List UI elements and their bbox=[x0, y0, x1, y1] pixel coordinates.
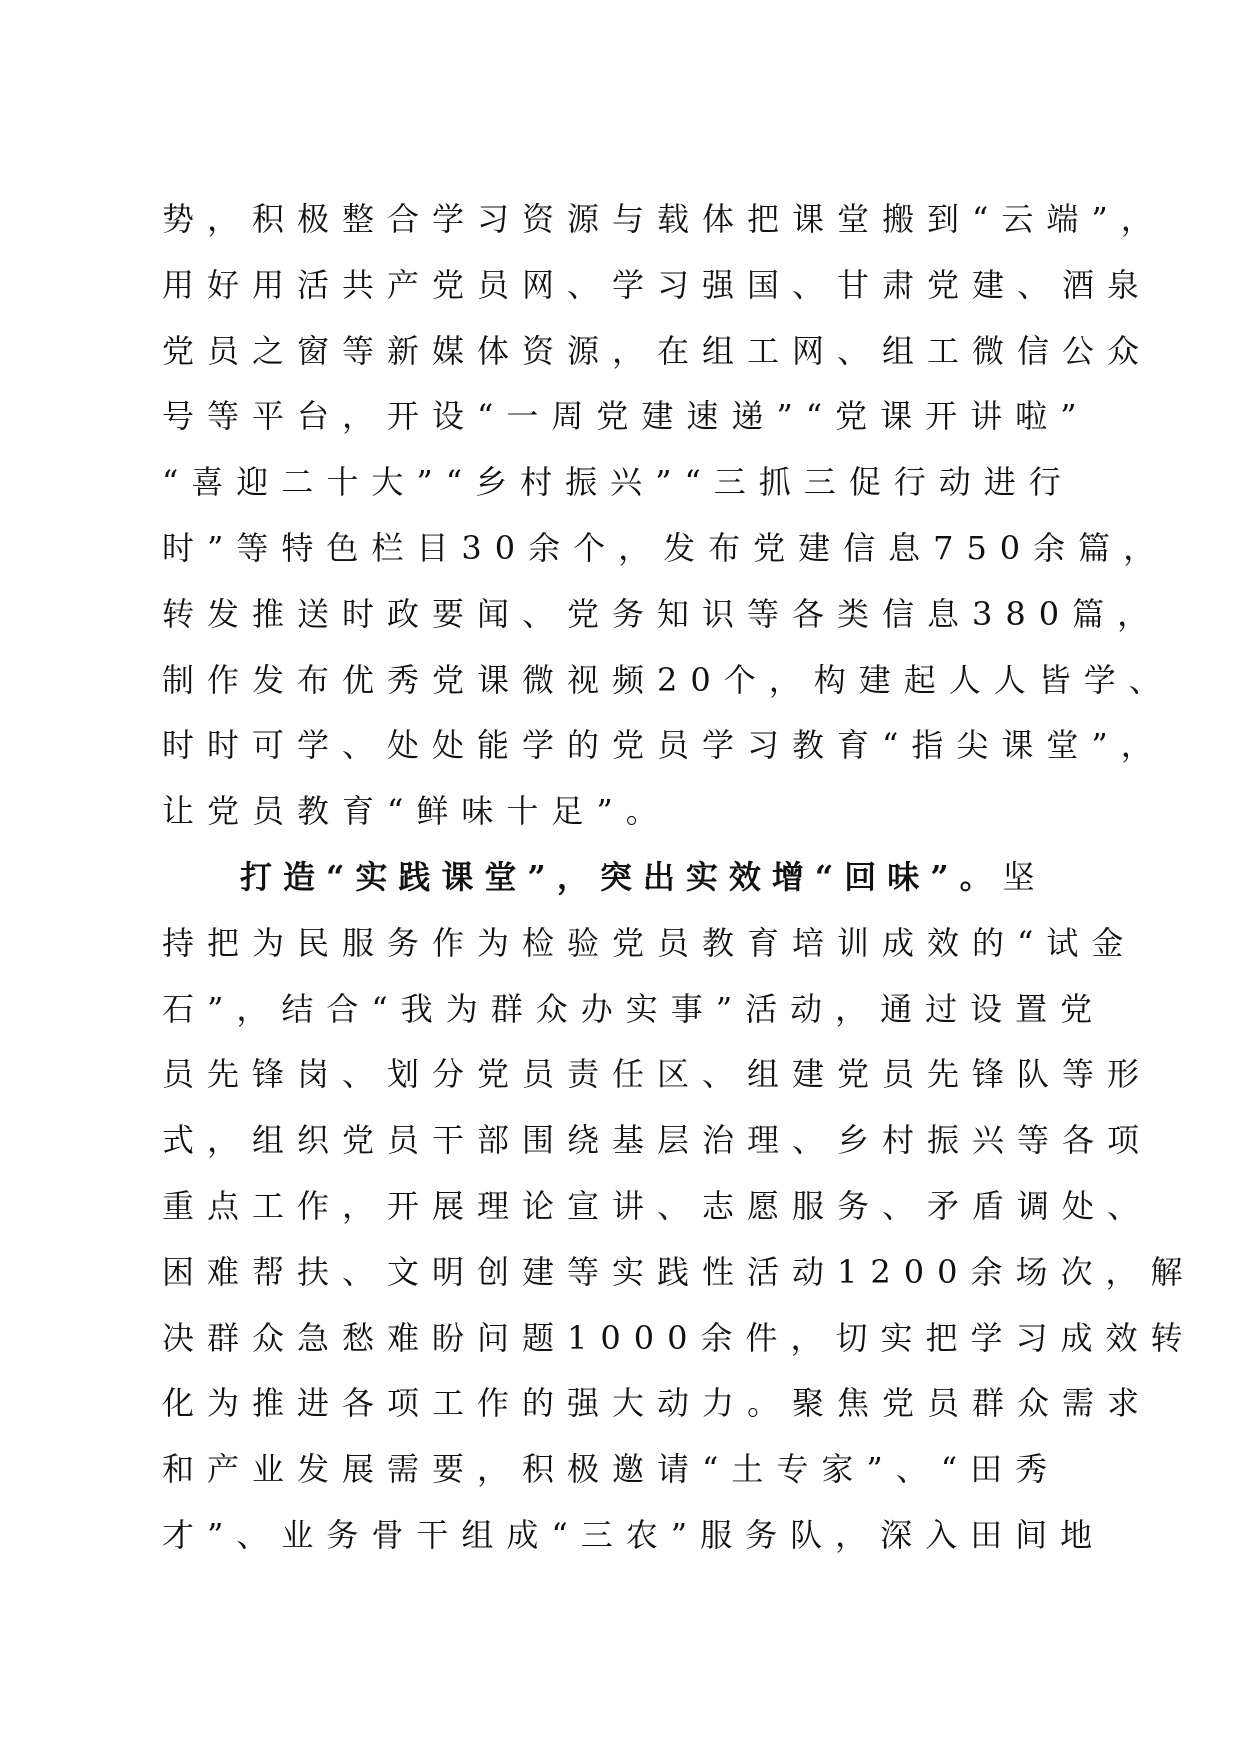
text-line: 才”、业务骨干组成“三农”服务队，深入田间地 bbox=[162, 1515, 1106, 1554]
text-line: 制作发布优秀党课微视频20个，构建起人人皆学、 bbox=[162, 660, 1174, 699]
text-line: 决群众急愁难盼问题1000余件，切实把学习成效转 bbox=[162, 1318, 1196, 1357]
text-line: 和产业发展需要，积极邀请“土专家”、“田秀 bbox=[162, 1450, 1061, 1489]
text-line: 时时可学、处处能学的党员学习教育“指尖课堂”， bbox=[162, 726, 1166, 765]
text-line: 势，积极整合学习资源与载体把课堂搬到“云端”， bbox=[162, 200, 1166, 238]
text-line: 时”等特色栏目30余个，发布党建信息750余篇， bbox=[162, 528, 1169, 567]
body-text bbox=[162, 187, 1196, 1569]
text-line: 式，组织党员干部围绕基层治理、乡村振兴等各项 bbox=[162, 1121, 1153, 1160]
text-line: 重点工作，开展理论宣讲、志愿服务、矛盾调处、 bbox=[162, 1186, 1153, 1225]
heading-line-tail: 坚 bbox=[1002, 857, 1048, 896]
text-line: 石”，结合“我为群众办实事”活动，通过设置党 bbox=[162, 989, 1106, 1028]
text-line: “喜迎二十大”“乡村振兴”“三抓三促行动进行 bbox=[162, 463, 1074, 502]
text-line: 转发推送时政要闻、党务知识等各类信息380篇， bbox=[162, 594, 1163, 633]
text-line: 让党员教育“鲜味十足”。 bbox=[162, 792, 671, 831]
text-line: 化为推进各项工作的强大动力。聚焦党员群众需求 bbox=[162, 1384, 1153, 1423]
text-line: 持把为民服务作为检验党员教育培训成效的“试金 bbox=[162, 923, 1137, 962]
text-line: 困难帮扶、文明创建等实践性活动1200余场次，解 bbox=[162, 1252, 1196, 1291]
text-line: 员先锋岗、划分党员责任区、组建党员先锋队等形 bbox=[162, 1055, 1153, 1094]
paragraph-heading-line bbox=[162, 845, 1102, 911]
text-line: 号等平台，开设“一周党建速递”“党课开讲啦” bbox=[162, 397, 1090, 436]
text-line: 党员之窗等新媒体资源，在组工网、组工微信公众 bbox=[162, 331, 1153, 370]
text-line: 用好用活共产党员网、学习强国、甘肃党建、酒泉 bbox=[162, 265, 1153, 304]
paragraph-heading: 打造“实践课堂”，突出实效增“回味”。 bbox=[240, 857, 1003, 896]
